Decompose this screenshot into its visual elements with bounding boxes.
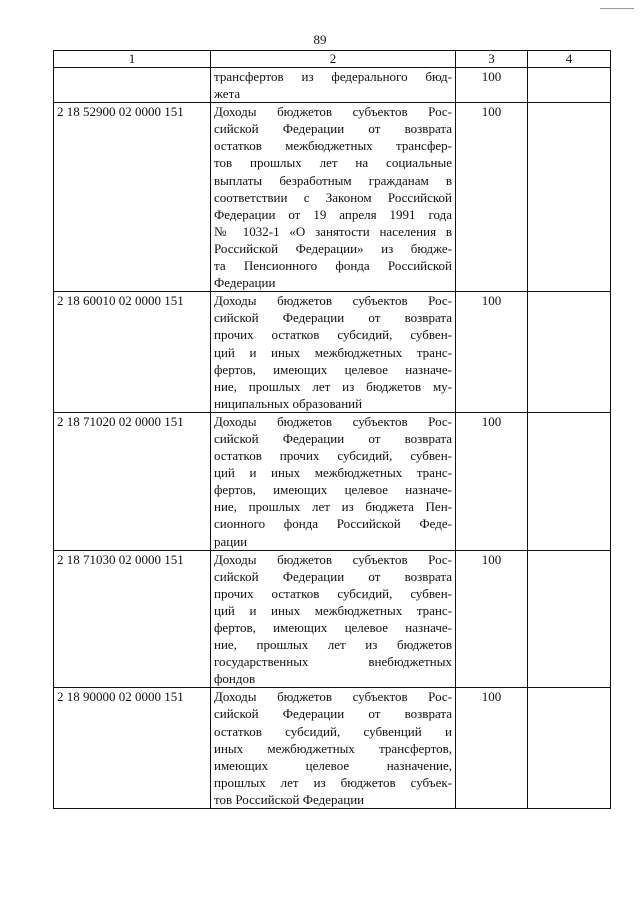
description-line: Доходы бюджетов субъектов Рос- bbox=[214, 689, 452, 705]
description-line: Доходы бюджетов субъектов Рос- bbox=[214, 293, 452, 309]
table-row bbox=[54, 412, 611, 550]
column-header-2: 2 bbox=[211, 51, 456, 68]
description-line: Федерации bbox=[214, 275, 276, 291]
column-4-value bbox=[528, 103, 611, 292]
income-description bbox=[211, 103, 456, 292]
description-line: сийской Федерации от возврата bbox=[214, 121, 452, 137]
description-line: Доходы бюджетов субъектов Рос- bbox=[214, 104, 452, 120]
description-line: жета bbox=[214, 86, 241, 102]
income-description bbox=[211, 68, 456, 103]
description-line: Доходы бюджетов субъектов Рос- bbox=[214, 413, 452, 429]
description-line: сийской Федерации от возврата bbox=[214, 430, 452, 446]
description-line: тов прошлых лет на социальные bbox=[214, 155, 452, 171]
column-header-3: 3 bbox=[456, 51, 528, 68]
description-line: ций и иных межбюджетных транс- bbox=[214, 344, 452, 360]
budget-code-table bbox=[53, 50, 611, 809]
budget-classification-code bbox=[54, 68, 211, 103]
description-line: сионного фонда Российской Феде- bbox=[214, 516, 452, 532]
description-line: сийской Федерации от возврата bbox=[214, 568, 452, 584]
description-line: фертов, имеющих целевое назначе- bbox=[214, 482, 452, 498]
table-row bbox=[54, 688, 611, 809]
standard-percent-value: 100 bbox=[456, 412, 528, 550]
description-line: прошлых лет из бюджетов субъек- bbox=[214, 774, 452, 790]
description-line: трансфертов из федерального бюд- bbox=[214, 69, 452, 84]
description-line: иных межбюджетных трансфертов, bbox=[214, 740, 452, 756]
table-row bbox=[54, 103, 611, 292]
column-4-value bbox=[528, 292, 611, 413]
corner-scan-mark bbox=[600, 0, 634, 9]
column-4-value bbox=[528, 68, 611, 103]
budget-classification-code: 2 18 90000 02 0000 151 bbox=[54, 688, 211, 809]
standard-percent-value: 100 bbox=[456, 688, 528, 809]
description-line: Федерации от 19 апреля 1991 года bbox=[214, 206, 452, 222]
description-line: остатков субсидий, субвенций и bbox=[214, 723, 452, 739]
description-line: Российской Федерации» из бюдже- bbox=[214, 240, 452, 256]
income-description bbox=[211, 550, 456, 688]
standard-percent-value: 100 bbox=[456, 68, 528, 103]
description-line: рации bbox=[214, 533, 248, 549]
standard-percent-value: 100 bbox=[456, 103, 528, 292]
column-header-1: 1 bbox=[54, 51, 211, 68]
description-line: выплаты безработным гражданам в bbox=[214, 172, 452, 188]
table-body bbox=[54, 68, 611, 809]
income-description bbox=[211, 292, 456, 413]
budget-classification-code: 2 18 71030 02 0000 151 bbox=[54, 550, 211, 688]
description-line: ниципальных образований bbox=[214, 395, 363, 411]
table-row bbox=[54, 68, 611, 103]
description-line: прочих остатков субсидий, субвен- bbox=[214, 327, 452, 343]
description-line: соответствии с Законом Российской bbox=[214, 189, 452, 205]
description-line: имеющих целевое назначение, bbox=[214, 757, 452, 773]
description-line: фертов, имеющих целевое назначе- bbox=[214, 361, 452, 377]
column-header-4: 4 bbox=[528, 51, 611, 68]
description-line: остатков межбюджетных трансфер- bbox=[214, 138, 452, 154]
description-line: тов Российской Федерации bbox=[214, 791, 365, 807]
description-line: ций и иных межбюджетных транс- bbox=[214, 465, 452, 481]
column-4-value bbox=[528, 550, 611, 688]
income-description bbox=[211, 688, 456, 809]
standard-percent-value: 100 bbox=[456, 550, 528, 688]
table-row bbox=[54, 550, 611, 688]
page-number: 89 bbox=[313, 32, 327, 47]
description-line: государственных внебюджетных bbox=[214, 654, 452, 670]
description-line: остатков прочих субсидий, субвен- bbox=[214, 448, 452, 464]
description-line: № 1032-1 «О занятости населения в bbox=[214, 223, 452, 239]
description-line: фондов bbox=[214, 671, 256, 687]
table-header-row bbox=[54, 51, 611, 68]
budget-classification-code: 2 18 71020 02 0000 151 bbox=[54, 412, 211, 550]
description-line: ние, прошлых лет из бюджетов му- bbox=[214, 378, 452, 394]
description-line: Доходы бюджетов субъектов Рос- bbox=[214, 551, 452, 567]
column-4-value bbox=[528, 688, 611, 809]
description-line: та Пенсионного фонда Российской bbox=[214, 258, 452, 274]
standard-percent-value: 100 bbox=[456, 292, 528, 413]
description-line: сийской Федерации от возврата bbox=[214, 310, 452, 326]
budget-classification-code: 2 18 52900 02 0000 151 bbox=[54, 103, 211, 292]
table-row bbox=[54, 292, 611, 413]
column-4-value bbox=[528, 412, 611, 550]
description-line: ние, прошлых лет из бюджета Пен- bbox=[214, 499, 452, 515]
description-line: прочих остатков субсидий, субвен- bbox=[214, 585, 452, 601]
budget-classification-code: 2 18 60010 02 0000 151 bbox=[54, 292, 211, 413]
description-line: ние, прошлых лет из бюджетов bbox=[214, 637, 452, 653]
description-line: сийской Федерации от возврата bbox=[214, 706, 452, 722]
description-line: ций и иных межбюджетных транс- bbox=[214, 602, 452, 618]
income-description bbox=[211, 412, 456, 550]
description-line: фертов, имеющих целевое назначе- bbox=[214, 620, 452, 635]
